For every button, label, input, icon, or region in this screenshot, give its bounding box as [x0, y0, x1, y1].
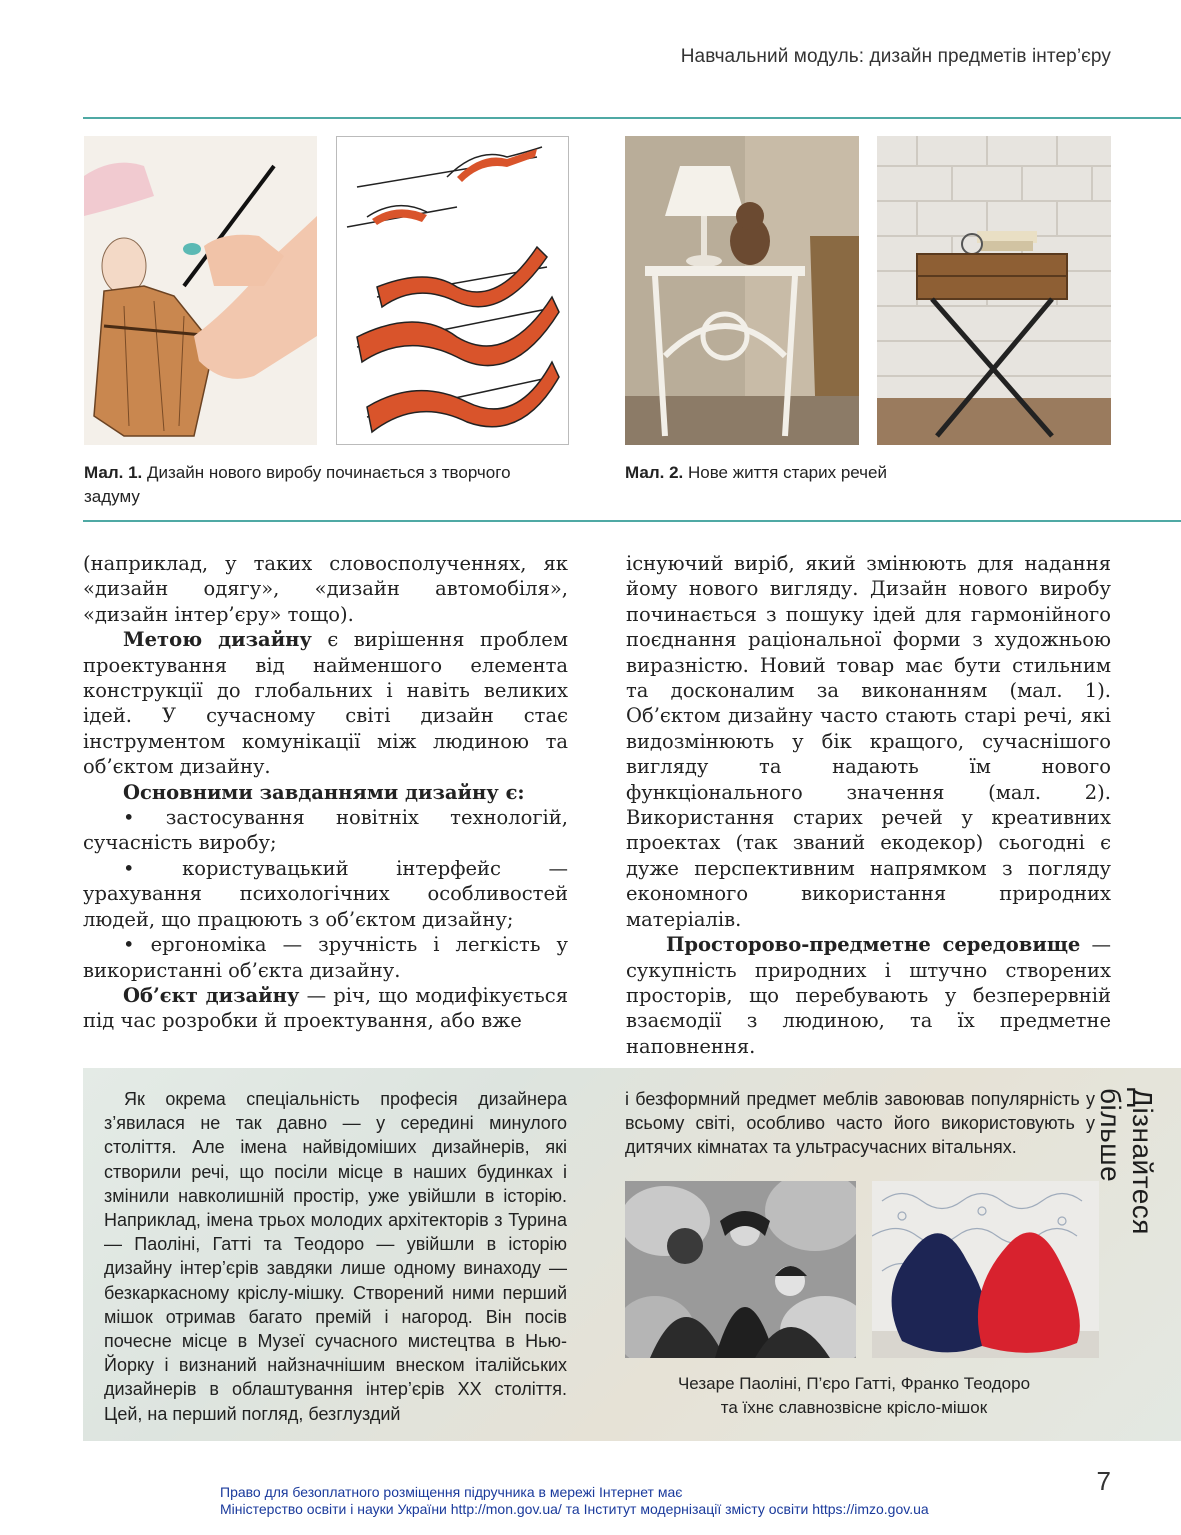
left-paragraph-2 — [83, 627, 568, 779]
bullet-item: • застосування новітніх технологій, сучасність виробу; — [83, 806, 568, 855]
photo-caption — [624, 1372, 1084, 1420]
figure-1-caption — [84, 461, 554, 509]
copyright-footer — [220, 1484, 929, 1518]
right-text-column — [626, 551, 1111, 1059]
left-paragraph-4 — [83, 983, 568, 1034]
bean-bag-chairs-photo — [872, 1181, 1099, 1358]
term-spatial-environment: Просторово-предметне середовище — [666, 933, 1081, 957]
bullet-item: • користувацький інтерфейс — урахування психологічних особливостей людей, що працюють з об’єктом дизайну; — [83, 856, 568, 931]
figure-2-label: Мал. 2. — [625, 463, 684, 482]
page-header-title: Навчальний модуль: дизайн предметів інтер’єру — [680, 46, 1111, 67]
photo-caption-line-2: та їхнє славнозвісне крісло-мішок — [720, 1398, 988, 1417]
learn-more-side-label: Дізнайтеся більше — [1095, 1088, 1158, 1235]
footer-line-1: Право для безоплатного розміщення підручника в мережі Інтернет має — [220, 1484, 683, 1500]
learn-more-left-paragraph: Як окрема спеціальність професія дизайнера з’явилася не так давно — у середині минулого століття. Але імена найвідоміших дизайнерів, які створили речі, що посіли місце в наших будинках і змінили навколишній простір, уже увійшли в історію. Наприклад, імена трьох молодих архітекторів з Турина — Паоліні, Гатті та Теодоро — увійшли в історію дизайну інтер’єрів завдяки лише одному винаходу — безкаркасному кріслу-мішку. Створений ними перший мішок отримав багато премій і нагород. Він посів почесне місце в Музеї сучасного мистецтва в Нью-Йорку і визнаний найзначнішим внеском італійських дизайнерів в облаштування інтер’єрів ХХ століття. Цей, на перший погляд, безглуздий — [104, 1089, 567, 1424]
figure-1-label: Мал. 1. — [84, 463, 143, 482]
learn-more-right-text — [625, 1087, 1095, 1160]
page-number: 7 — [1096, 1466, 1111, 1496]
designers-portrait-photo — [625, 1181, 856, 1358]
learn-more-right-paragraph: і безформний предмет меблів завоював популярність у всьому світі, особливо часто його використовують у дитячих кімнатах та ультрасучасних вітальнях. — [625, 1089, 1095, 1158]
photo-caption-line-1: Чезаре Паоліні, П’єро Гатті, Франко Теодоро — [677, 1374, 1031, 1393]
figure-2-caption — [625, 461, 1095, 485]
footer-line-2: Міністерство освіти і науки України http://mon.gov.ua/ та Інститут модернізації змісту освіти https://imzo.gov.ua — [220, 1501, 929, 1517]
left-paragraph-1: (наприклад, у таких словосполученнях, як «дизайн одягу», «дизайн автомобіля», «дизайн інтер’єру» тощо). — [83, 552, 568, 626]
right-paragraph-1: існуючий виріб, який змінюють для надання йому нового вигляду. Дизайн нового виробу починається з пошуку ідей для гармонійного поєднання раціональної форми з художньою виразністю. Новий товар має бути стильним та досконалим за виконанням (мал. 1). Об’єктом дизайну часто стають старі речі, які видозмінюють у бік кращого, сучаснішого вигляду та надають їм нового функціонального значення (мал. 2). Використання старих речей у креативних проектах (так званий екодекор) сьогодні є дуже перспективним напрямком з погляду економного використання природних матеріалів. — [626, 552, 1111, 931]
suitcase-table-photo — [877, 136, 1111, 445]
term-design-goal: Метою дизайну — [123, 628, 312, 652]
left-paragraph-4-rest: — річ, що модифікується під час розробки й проектування, або вже — [83, 983, 568, 1033]
middle-divider — [83, 520, 1181, 522]
bullet-item: • ергономіка — зручність і легкість у використанні об’єкта дизайну. — [83, 933, 568, 982]
lamp-table-photo — [625, 136, 859, 445]
top-divider — [83, 117, 1181, 119]
figure-1-text: Дизайн нового виробу починається з творчого задуму — [84, 463, 511, 506]
right-paragraph-2-rest: — сукупність природних і штучно створених просторів, що перебувають у безперервній взаємодії з людиною, та їх предметне наповнення. — [626, 933, 1111, 1058]
term-design-tasks: Основними завданнями дизайну є: — [123, 780, 525, 804]
left-paragraph-3 — [83, 780, 568, 805]
term-design-object: Об’єкт дизайну — [123, 983, 300, 1007]
left-text-column — [83, 551, 568, 1034]
fashion-sketch-photo — [84, 136, 317, 445]
right-paragraph-2 — [626, 932, 1111, 1059]
left-paragraph-2-rest: є вирішення проблем проектування від найменшого елемента конструкції до глобальних і навіть великих ідей. У сучасному світі дизайн стає інструментом комунікації між людиною та об’єктом дизайну. — [83, 628, 569, 779]
figure-2-text: Нове життя старих речей — [687, 463, 887, 482]
lounge-chair-sketch — [336, 136, 569, 445]
learn-more-left-text — [104, 1087, 567, 1426]
